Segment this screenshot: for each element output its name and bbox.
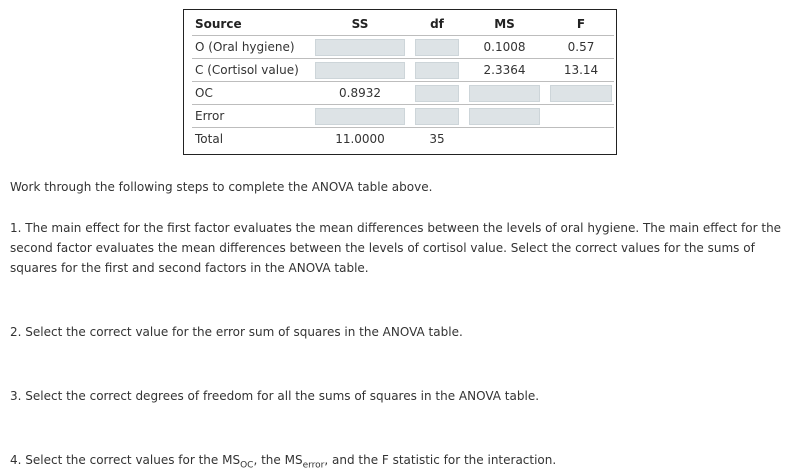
df-oral-hygiene-select[interactable] (415, 39, 459, 56)
ss-error-select[interactable] (315, 108, 405, 125)
ms-value: 2.3364 (483, 63, 526, 77)
ss-value: 0.8932 (339, 86, 381, 100)
table-row-error (192, 105, 614, 128)
df-value: 35 (429, 132, 445, 146)
table-row-interaction (192, 82, 614, 105)
table-row-cortisol-value (192, 59, 614, 82)
instruction-step-4 (10, 450, 788, 475)
table-row-oral-hygiene (192, 36, 614, 59)
ms-error-subscript: error (302, 460, 325, 471)
ss-oral-hygiene-select[interactable] (315, 39, 405, 56)
header-f: F (576, 17, 586, 31)
instruction-step-2: 2. Select the correct value for the error sum of squares in the ANOVA table. (10, 325, 463, 339)
df-cortisol-select[interactable] (415, 62, 459, 79)
header-df: df (430, 17, 444, 31)
ms-error-select[interactable] (469, 108, 540, 125)
instruction-step-1: 1. The main effect for the first factor evaluates the mean differences between the levels of oral hygiene. The main effect for the second factor evaluates the mean differences between the levels of cortisol value. Select the correct values for the sums of squares for the first and second factors in the ANOVA table. (10, 221, 782, 275)
instruction-step-3: 3. Select the correct degrees of freedom for all the sums of squares in the ANOVA table. (10, 389, 540, 403)
source-label: C (Cortisol value) (195, 63, 299, 77)
f-value: 13.14 (563, 63, 599, 77)
ss-value: 11.0000 (335, 132, 385, 146)
f-interaction-select[interactable] (550, 85, 612, 102)
step4-pre: 4. Select the correct values for the MS (10, 453, 241, 467)
f-value: 0.57 (567, 40, 595, 54)
instructions-intro: Work through the following steps to complete the ANOVA table above. (10, 180, 433, 194)
source-label: Error (195, 109, 225, 123)
ss-cortisol-select[interactable] (315, 62, 405, 79)
ms-interaction-select[interactable] (469, 85, 540, 102)
anova-table (183, 9, 617, 155)
table-header-row (192, 13, 614, 36)
df-error-select[interactable] (415, 108, 459, 125)
source-label: Total (195, 132, 224, 146)
step4-post: , and the F statistic for the interaction. (324, 453, 557, 467)
source-label: O (Oral hygiene) (195, 40, 295, 54)
ms-value: 0.1008 (483, 40, 526, 54)
header-ss: SS (351, 17, 369, 31)
table-row-total (192, 128, 614, 150)
header-source: Source (195, 17, 242, 31)
header-ms: MS (494, 17, 515, 31)
step4-mid: , the MS (253, 453, 303, 467)
df-interaction-select[interactable] (415, 85, 459, 102)
ms-oc-subscript: OC (240, 460, 254, 471)
source-label: OC (195, 86, 213, 100)
